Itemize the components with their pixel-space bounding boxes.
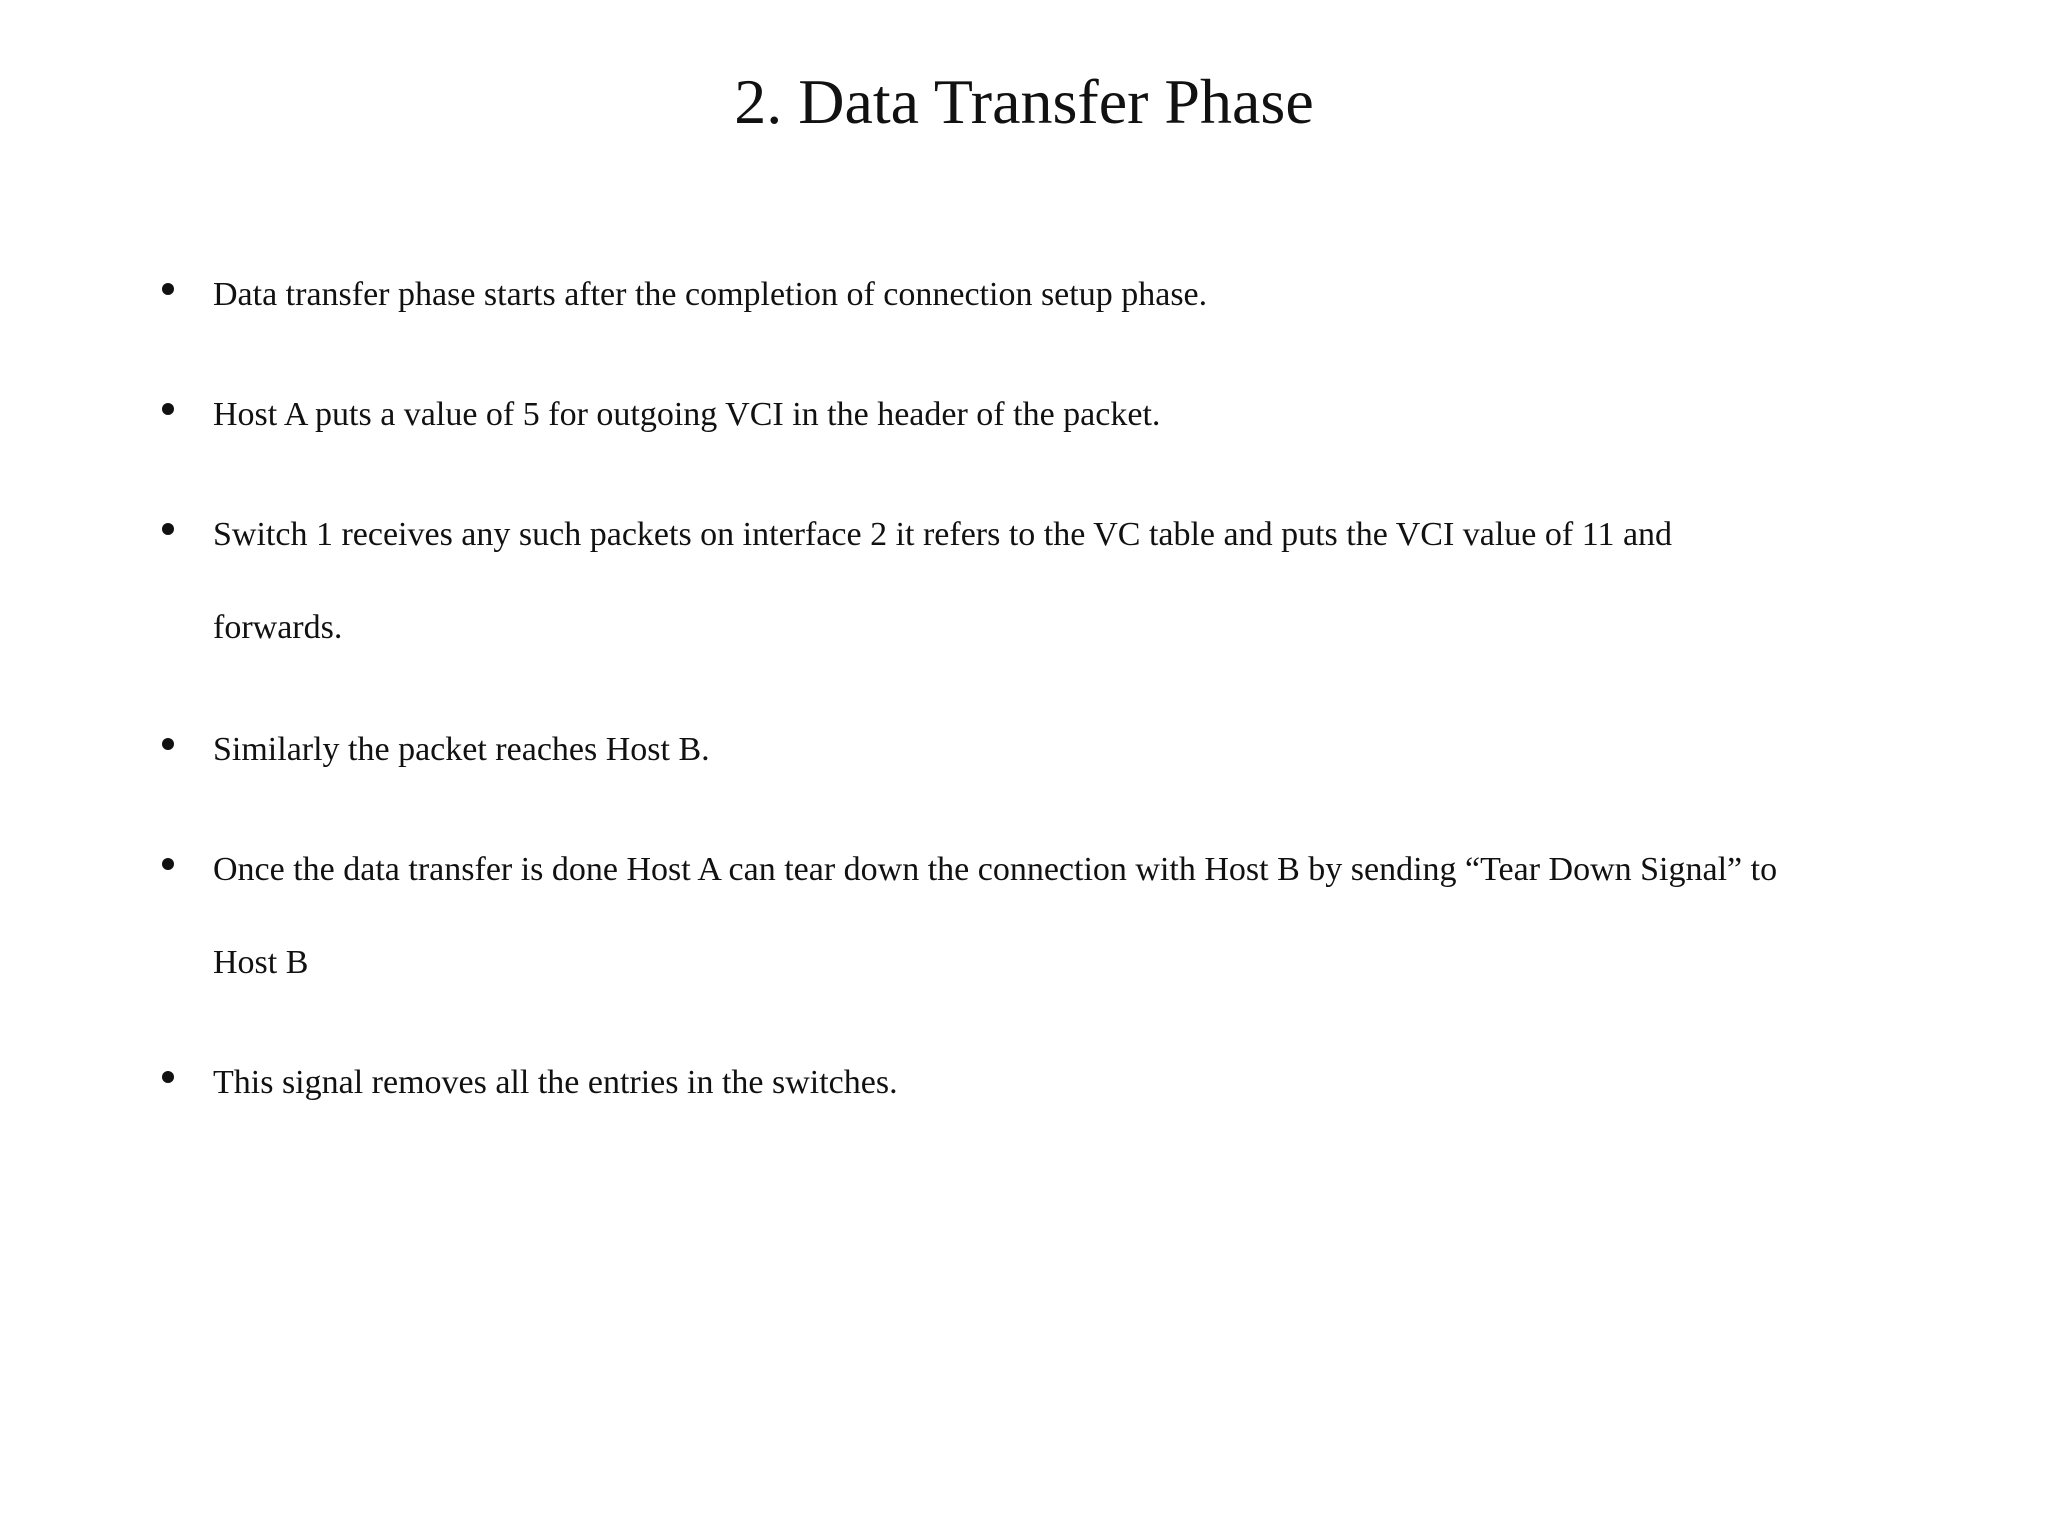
bullet-text-continuation: forwards. [213,609,343,646]
bullet-text: Switch 1 receives any such packets on interface 2 it refers to the VC table and puts the VCI value of 11 and [213,516,1673,553]
bullet-icon [162,523,174,535]
bullet-icon [162,283,174,295]
bullet-icon [162,858,174,870]
bullet-text: Once the data transfer is done Host A can tear down the connection with Host B by sending “Tear Down Signal” to [213,851,1778,888]
slide-title: 2. Data Transfer Phase [734,66,1314,137]
bullet-text-continuation: Host B [213,944,309,981]
bullet-text: Similarly the packet reaches Host B. [213,731,710,768]
bullet-icon [162,403,174,415]
bullet-text: This signal removes all the entries in the switches. [213,1064,898,1101]
bullet-icon [162,1071,174,1083]
bullet-icon [162,738,174,750]
bullet-text: Data transfer phase starts after the completion of connection setup phase. [213,276,1208,313]
bullet-text: Host A puts a value of 5 for outgoing VCI in the header of the packet. [213,396,1161,433]
